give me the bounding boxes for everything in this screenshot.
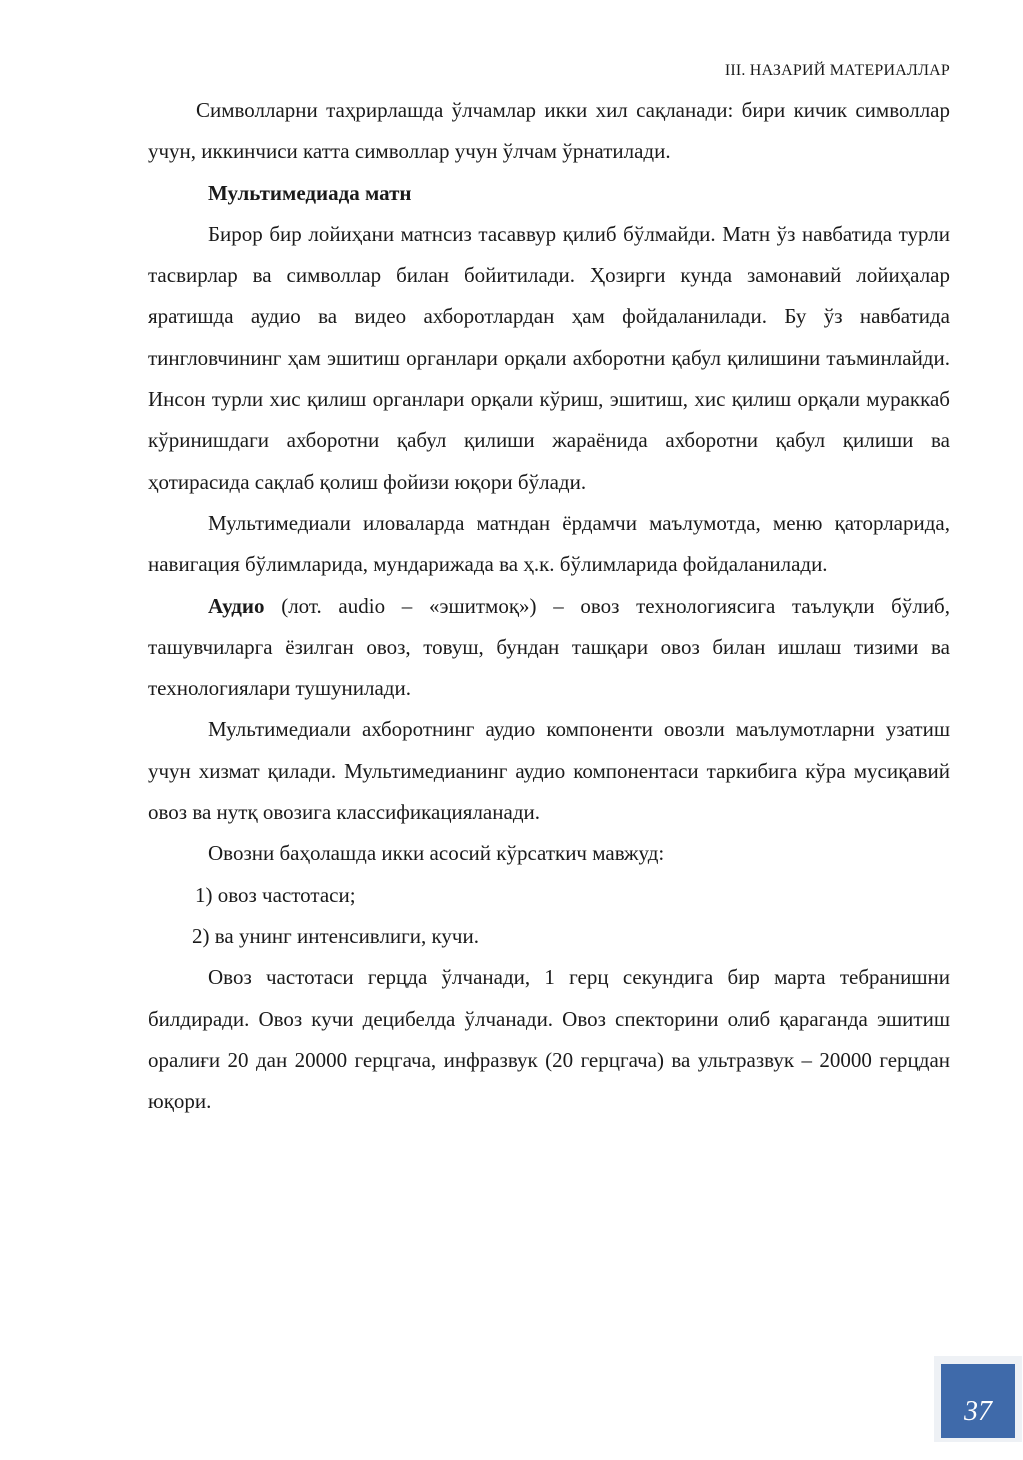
audio-definition-text: (лот. audio – «эшитмоқ») – овоз технологиясига таълуқли бўлиб, ташувчиларга ёзилган овоз, товуш, бундан ташқари овоз билан ишлаш тизими ва технологиялари тушунилади. [148, 593, 950, 701]
paragraph-audio-component: Мультимедиали ахборотнинг аудио компоненти овозли маълумотларни узатиш учун хизмат қилади. Мультимедианинг аудио компонентаси таркибига кўра мусиқавий овоз ва нутқ овозига классификацияланади. [148, 717, 950, 825]
term-audio: Аудио [208, 593, 265, 618]
chapter-header: III. НАЗАРИЙ МАТЕРИАЛЛАР [724, 62, 950, 79]
list-item-frequency: 1) овоз частотаси; [195, 882, 356, 907]
paragraph-text-in-projects: Бирор бир лойиҳани матнсиз тасаввур қилиб бўлмайди. Матн ўз навбатида турли тасвирлар ва символлар билан бойитилади. Ҳозирги кунда замонавий лойиҳалар яратишда аудио ва видео ахборотлардан ҳам фойдаланилади. Бу ўз навбатида тингловчининг ҳам эшитиш органлари орқали ахборотни қабул қилишини таъминлайди. Инсон турли хис қилиш органлари орқали кўриш, эшитиш, хис қилиш орқали мураккаб кўринишдаги ахборотни қабул қилиши жараёнида ахборотни қабул қилиши ва ҳотирасида сақлаб қолиш фойизи юқори бўлади. [148, 221, 950, 494]
paragraph-sound-indicators: Овозни баҳолашда икки асосий кўрсаткич мавжуд: [208, 841, 665, 866]
page-number-badge [934, 1356, 1022, 1442]
page-body [148, 90, 950, 1122]
list-item-intensity: 2) ва унинг интенсивлиги, кучи. [192, 923, 479, 948]
section-heading: Мультимедиада матн [208, 180, 412, 205]
paragraph-multimedia-apps: Мультимедиали иловаларда матндан ёрдамчи маълумотда, меню қаторларида, навигация бўлимларида, мундарижада ва ҳ.к. бўлимларида фойдаланилади. [148, 510, 950, 577]
page-number: 37 [941, 1364, 1015, 1438]
paragraph-audio-definition [148, 586, 950, 710]
paragraph-frequency-measure: Овоз частотаси герцда ўлчанади, 1 герц секундига бир марта тебранишни билдиради. Овоз кучи децибелда ўлчанади. Овоз спекторини олиб қараганда эшитиш оралиғи 20 дан 20000 герцгача, инфразвук (20 герцгача) ва ультразвук – 20000 герцдан юқори. [148, 965, 950, 1114]
paragraph-symbols: Символларни таҳрирлашда ўлчамлар икки хил сақланади: бири кичик символлар учун, иккинчиси катта символлар учун ўлчам ўрнатилади. [148, 98, 950, 164]
